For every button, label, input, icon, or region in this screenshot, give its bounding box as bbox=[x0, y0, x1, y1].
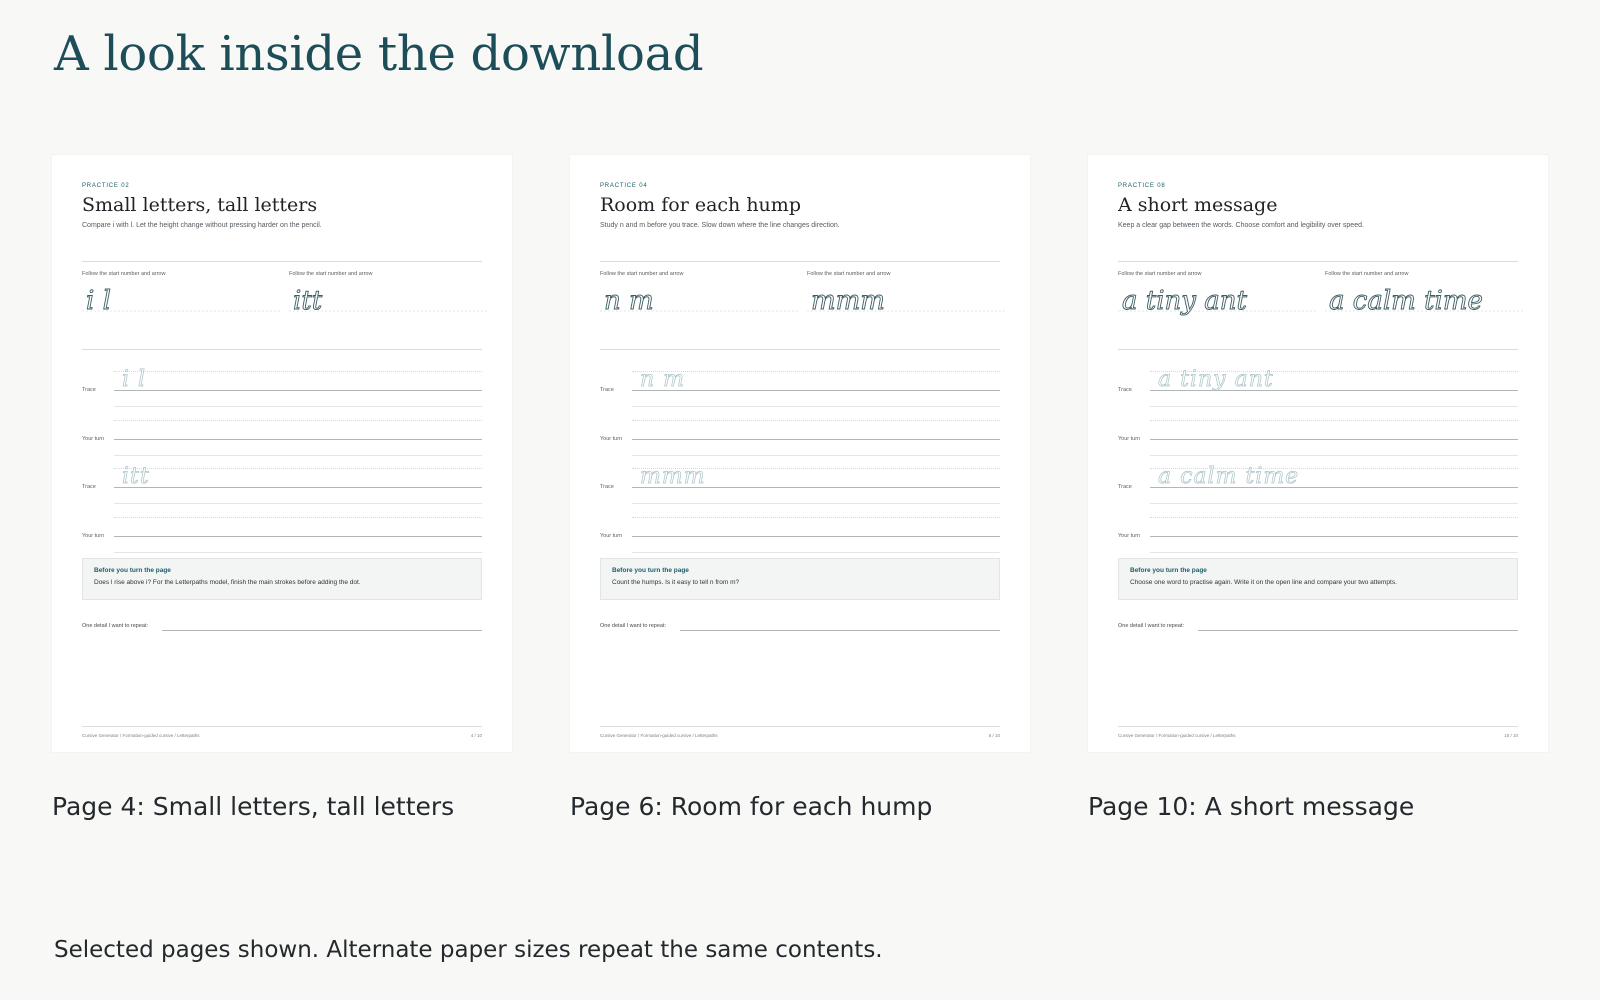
your-turn-row[interactable] bbox=[1118, 410, 1518, 458]
divider bbox=[82, 349, 482, 350]
model-left bbox=[82, 271, 282, 323]
footnote: Selected pages shown. Alternate paper sizes repeat the same contents. bbox=[54, 937, 883, 963]
row-label: Trace bbox=[600, 387, 614, 393]
footer-credit: Cursive Generator / Formation-guided cursive / Letterpaths bbox=[600, 733, 718, 738]
model-label: Follow the start number and arrow bbox=[289, 271, 373, 277]
cursive-model-text: mmm bbox=[811, 286, 885, 316]
model-label: Follow the start number and arrow bbox=[807, 271, 891, 277]
your-turn-row[interactable] bbox=[82, 507, 482, 555]
model-left bbox=[600, 271, 800, 323]
worksheet-thumbnail[interactable] bbox=[52, 155, 512, 752]
row-label: Your turn bbox=[82, 533, 105, 539]
footer-credit: Cursive Generator / Formation-guided cursive / Letterpaths bbox=[82, 733, 200, 738]
model-area bbox=[82, 271, 482, 323]
tip-box bbox=[82, 558, 482, 600]
cursive-model-svg bbox=[807, 281, 1007, 321]
row-label: Trace bbox=[1118, 484, 1132, 490]
cursive-model-text: itt bbox=[293, 286, 323, 316]
trace-row[interactable] bbox=[600, 361, 1000, 409]
practice-kicker: PRACTICE 04 bbox=[600, 183, 648, 189]
footer-page-number: 6 / 10 bbox=[988, 733, 1000, 738]
model-label: Follow the start number and arrow bbox=[1118, 271, 1202, 277]
trace-text: i l bbox=[122, 367, 147, 392]
row-label: Trace bbox=[82, 387, 96, 393]
preview-card[interactable] bbox=[570, 155, 1030, 821]
tip-box bbox=[600, 558, 1000, 600]
sheet-footer bbox=[600, 726, 1000, 740]
worksheet-thumbnail[interactable] bbox=[570, 155, 1030, 752]
model-right bbox=[807, 271, 1007, 323]
row-label: Your turn bbox=[1118, 533, 1141, 539]
divider bbox=[600, 349, 1000, 350]
tip-body: Does l rise above i? For the Letterpaths model, finish the main strokes before adding the dot. bbox=[94, 579, 361, 586]
trace-text: n m bbox=[640, 367, 686, 392]
trace-row[interactable] bbox=[82, 458, 482, 506]
page-title: A look inside the download bbox=[54, 26, 704, 82]
page-preview-gallery bbox=[52, 155, 1550, 827]
row-label: Trace bbox=[600, 484, 614, 490]
your-turn-row[interactable] bbox=[1118, 507, 1518, 555]
repeat-label: One detail I want to repeat: bbox=[82, 623, 149, 629]
worksheet-description: Compare i with l. Let the height change without pressing harder on the pencil. bbox=[82, 222, 322, 229]
model-left bbox=[1118, 271, 1318, 323]
card-caption: Page 4: Small letters, tall letters bbox=[52, 792, 455, 821]
repeat-label: One detail I want to repeat: bbox=[1118, 623, 1185, 629]
trace-row[interactable] bbox=[1118, 458, 1518, 506]
cursive-model-svg bbox=[289, 281, 489, 321]
tip-title: Before you turn the page bbox=[94, 567, 171, 574]
trace-row[interactable] bbox=[1118, 361, 1518, 409]
divider bbox=[600, 261, 1000, 262]
preview-card[interactable] bbox=[52, 155, 512, 821]
tip-title: Before you turn the page bbox=[612, 567, 689, 574]
worksheet-title: A short message bbox=[1118, 194, 1278, 216]
worksheet-title: Room for each hump bbox=[600, 194, 801, 216]
cursive-model-svg bbox=[82, 281, 282, 321]
practice-kicker: PRACTICE 08 bbox=[1118, 183, 1166, 189]
cursive-model-text: a calm time bbox=[1329, 286, 1483, 316]
cursive-model-text: i l bbox=[86, 286, 111, 316]
your-turn-row[interactable] bbox=[600, 507, 1000, 555]
repeat-line bbox=[82, 623, 482, 635]
row-label: Your turn bbox=[600, 436, 623, 442]
card-caption: Page 6: Room for each hump bbox=[570, 792, 933, 821]
model-right bbox=[289, 271, 489, 323]
cursive-model-svg bbox=[1118, 281, 1318, 321]
sheet-footer bbox=[1118, 726, 1518, 740]
card-caption: Page 10: A short message bbox=[1088, 792, 1415, 821]
tip-box bbox=[1118, 558, 1518, 600]
model-label: Follow the start number and arrow bbox=[600, 271, 684, 277]
trace-text: a tiny ant bbox=[1158, 367, 1274, 392]
practice-kicker: PRACTICE 02 bbox=[82, 183, 130, 189]
row-label: Your turn bbox=[600, 533, 623, 539]
row-label: Your turn bbox=[1118, 436, 1141, 442]
footer-page-number: 10 / 10 bbox=[1504, 733, 1518, 738]
worksheet-description: Study n and m before you trace. Slow down where the line changes direction. bbox=[600, 222, 840, 229]
tip-title: Before you turn the page bbox=[1130, 567, 1207, 574]
cursive-model-text: n m bbox=[604, 286, 654, 316]
trace-text: itt bbox=[122, 464, 150, 489]
trace-text: mmm bbox=[640, 464, 706, 489]
divider bbox=[1118, 261, 1518, 262]
model-area bbox=[600, 271, 1000, 323]
worksheet-description: Keep a clear gap between the words. Choose comfort and legibility over speed. bbox=[1118, 222, 1364, 229]
model-label: Follow the start number and arrow bbox=[82, 271, 166, 277]
tip-body: Count the humps. Is it easy to tell n from m? bbox=[612, 579, 740, 586]
sheet-footer bbox=[82, 726, 482, 740]
your-turn-row[interactable] bbox=[600, 410, 1000, 458]
model-label: Follow the start number and arrow bbox=[1325, 271, 1409, 277]
tip-body: Choose one word to practise again. Write it on the open line and compare your two attempts. bbox=[1130, 579, 1397, 586]
preview-card[interactable] bbox=[1088, 155, 1548, 821]
row-label: Your turn bbox=[82, 436, 105, 442]
row-label: Trace bbox=[82, 484, 96, 490]
model-right bbox=[1325, 271, 1525, 323]
divider bbox=[1118, 349, 1518, 350]
repeat-label: One detail I want to repeat: bbox=[600, 623, 667, 629]
trace-row[interactable] bbox=[600, 458, 1000, 506]
model-area bbox=[1118, 271, 1518, 323]
trace-row[interactable] bbox=[82, 361, 482, 409]
worksheet-thumbnail[interactable] bbox=[1088, 155, 1548, 752]
repeat-line bbox=[600, 623, 1000, 635]
trace-text: a calm time bbox=[1158, 464, 1300, 489]
repeat-line bbox=[1118, 623, 1518, 635]
footer-credit: Cursive Generator / Formation-guided cursive / Letterpaths bbox=[1118, 733, 1236, 738]
row-label: Trace bbox=[1118, 387, 1132, 393]
worksheet-title: Small letters, tall letters bbox=[82, 194, 318, 216]
footer-page-number: 4 / 10 bbox=[470, 733, 482, 738]
your-turn-row[interactable] bbox=[82, 410, 482, 458]
divider bbox=[82, 261, 482, 262]
cursive-model-text: a tiny ant bbox=[1122, 286, 1247, 316]
cursive-model-svg bbox=[1325, 281, 1525, 321]
cursive-model-svg bbox=[600, 281, 800, 321]
